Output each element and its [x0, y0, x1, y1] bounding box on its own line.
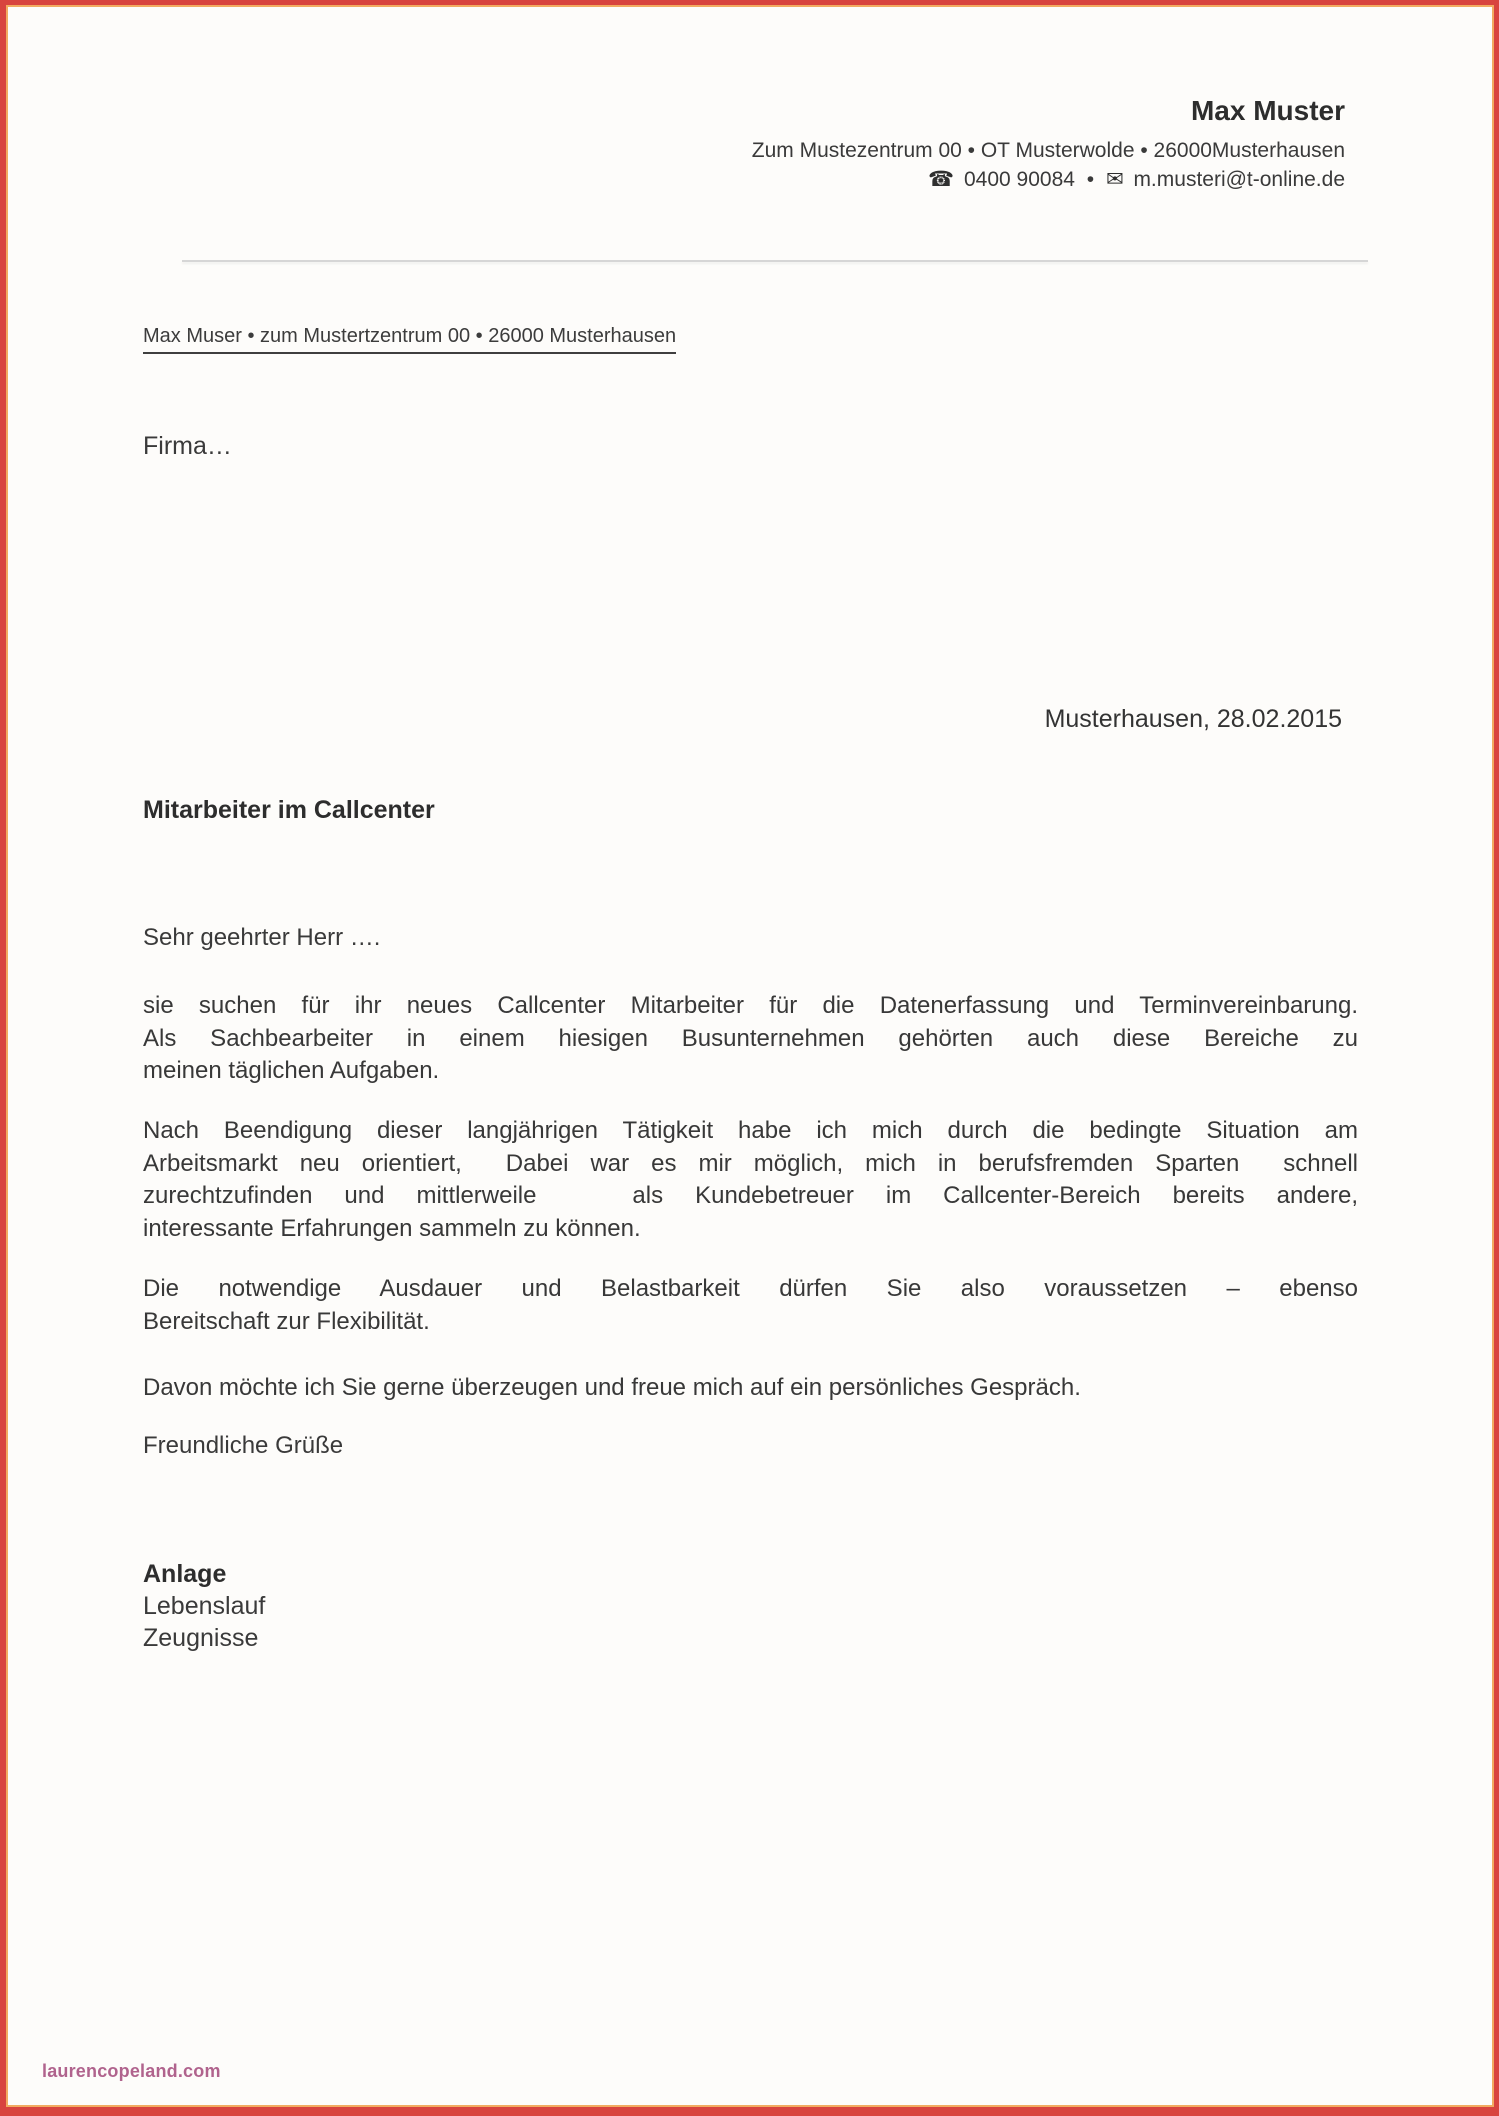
body-paragraph-4 [143, 1372, 1358, 1405]
body-paragraph-3 [143, 1273, 1358, 1338]
body-paragraph-2 [143, 1115, 1358, 1245]
body-text-line: meinen täglichen Aufgaben. [143, 1057, 440, 1084]
phone-icon: ☎ [927, 168, 955, 191]
body-text-line: sie suchen für ihr neues Callcenter Mitarbeiter für die Datenerfassung und Terminvereinbarung. [143, 992, 1358, 1019]
body-text-line: interessante Erfahrungen sammeln zu können. [143, 1214, 641, 1242]
divider-line [182, 260, 1368, 262]
body-text-line: zurechtzufinden und mittlerweile als Kundebetreuer im Callcenter-Bereich bereits andere, [143, 1182, 1358, 1209]
enclosure-item: Lebenslauf [143, 1592, 266, 1620]
closing-line: Freundliche Grüße [143, 1432, 344, 1459]
email-icon: ✉ [1105, 168, 1124, 191]
body-text-line: Die notwendige Ausdauer und Belastbarkeit dürfen Sie also voraussetzen – ebenso [143, 1275, 1358, 1302]
recipient: Firma… [143, 432, 232, 460]
bullet-separator: • [1086, 168, 1095, 191]
return-address-line [143, 325, 676, 354]
sender-header [752, 95, 1345, 194]
subject-line: Mitarbeiter im Callcenter [143, 796, 435, 824]
body-text-line: Als Sachbearbeiter in einem hiesigen Busunternehmen gehörten auch diese Bereiche zu [143, 1024, 1358, 1052]
body-text-line: Bereitschaft zur Flexibilität. [143, 1307, 430, 1335]
sender-address: Zum Mustezentrum 00 • OT Musterwolde • 26000Musterhausen [751, 139, 1345, 162]
sender-name: Max Muster [1190, 95, 1345, 126]
date-line: Musterhausen, 28.02.2015 [1044, 705, 1342, 733]
enclosure-item: Zeugnisse [143, 1624, 259, 1652]
body-text-line: Nach Beendigung dieser langjährigen Tätigkeit habe ich mich durch die bedingte Situation am [143, 1117, 1358, 1144]
watermark-text: laurencopeland.com [42, 2061, 221, 2081]
return-address-text: Max Muser • zum Mustertzentrum 00 • 26000 Musterhausen [143, 325, 676, 354]
body-text-line: Arbeitsmarkt neu orientiert, Dabei war es mir möglich, mich in berufsfremden Sparten schnell [143, 1149, 1358, 1177]
body-text-line: Davon möchte ich Sie gerne überzeugen und freue mich auf ein persönliches Gespräch. [143, 1374, 1081, 1401]
sender-contact [752, 165, 1345, 194]
enclosures-title: Anlage [143, 1560, 227, 1588]
sender-phone: 0400 90084 [963, 168, 1075, 191]
body-paragraph-1 [143, 990, 1358, 1088]
sender-email: m.musteri@t-online.de [1133, 168, 1345, 191]
salutation: Sehr geehrter Herr …. [143, 924, 381, 951]
enclosures [143, 1558, 265, 1654]
